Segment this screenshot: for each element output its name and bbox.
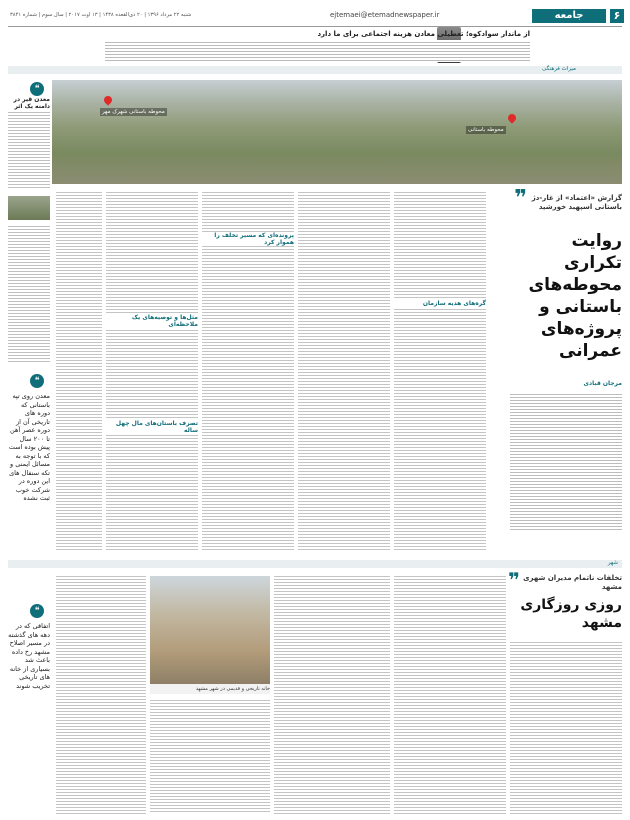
divider-label: شهر — [607, 560, 618, 566]
quote-icon: ❝ — [30, 604, 44, 618]
subhead: پرونده‌ای که مسیر تخلف را هموار کرد — [202, 232, 294, 246]
subhead: گره‌های هدیه سازمان — [394, 300, 486, 307]
story-kicker: تخلفات ناتمام مدیران شهری مشهد — [523, 574, 622, 591]
subhead: مثل‌ها و توصیه‌های یک ملاحظه‌ای — [106, 314, 198, 328]
body-column — [274, 574, 390, 814]
subhead: تصرف باستان‌های مال چهل ساله — [106, 420, 198, 434]
body-column — [56, 574, 146, 814]
page-number: ۶ — [610, 9, 624, 23]
section-divider — [8, 560, 622, 568]
body-column — [394, 190, 486, 550]
quote-icon: ❝ — [30, 82, 44, 96]
body-column — [106, 190, 198, 550]
column-headline: از ماندار سوادکوه؛ تعطیلی معادن هزینه اجتماعی برای ما دارد — [317, 30, 530, 38]
sidebar-text — [8, 110, 50, 188]
byline: مرجان قبادی — [583, 380, 622, 387]
email-address[interactable]: ejtemaei@etemadnewspaper.ir — [330, 11, 440, 19]
quote-icon: ❝ — [30, 374, 44, 388]
story-kicker: گزارش «اعتماد» از غار-دژ باستانی اسپهبد خورشید — [531, 194, 622, 211]
photo-caption: خانه تاریخی و قدیمی در شهر مشهد — [150, 684, 270, 694]
story-headline: روایت تکراری محوطه‌های باستانی و پروژه‌های عمرانی — [528, 231, 622, 361]
photo-caption-right: محوطه باستانی — [468, 127, 504, 133]
body-column — [150, 698, 270, 814]
column-body-text — [105, 40, 530, 62]
story-headline: روزی روزگاری مشهد — [520, 597, 622, 631]
sidebar-quote: معدن روی تپه باستانی که دوره های تاریخی آن از دوره عصر آهن تا ۲۰۰ سال پیش بوده است که با توجه به مسائل ایمنی و تکه سنفال های این دوره در شرکت خوب ثبت نشده — [8, 392, 50, 502]
sidebar-quote: اتفاقی که در دهه های گذشته در مسیر اصلاح مشهد رخ داده باعث شد بسیاری از خانه های تاریخی تخریب شوند — [8, 622, 50, 690]
quote-icon: ❞ — [514, 186, 527, 211]
quote-icon: ❞ — [508, 568, 520, 592]
landscape-photo — [52, 80, 622, 184]
body-column — [56, 190, 102, 550]
ribbon-label: میراث فرهنگی — [542, 66, 576, 72]
body-column — [394, 574, 506, 814]
dateline: شنبه ۲۲ مرداد ۱۳۹۶ | ۲۰ ذی‌القعده ۱۴۳۸ | ۱۳ اوت ۲۰۱۷ | سال سوم | شماره ۳۸۴۱ — [10, 12, 192, 18]
section-label: جامعه — [532, 9, 606, 23]
building-photo — [150, 576, 270, 684]
body-column — [510, 640, 622, 814]
sidebar-title: معدن قیر در دامنه یک اثر — [13, 96, 50, 110]
sidebar-photo — [8, 196, 50, 220]
body-column — [298, 190, 390, 550]
lead-text — [510, 392, 622, 532]
sidebar-text — [8, 224, 50, 364]
section-ribbon — [8, 66, 622, 74]
photo-caption-left: محوطه باستانی شهرک مهر — [102, 109, 165, 115]
